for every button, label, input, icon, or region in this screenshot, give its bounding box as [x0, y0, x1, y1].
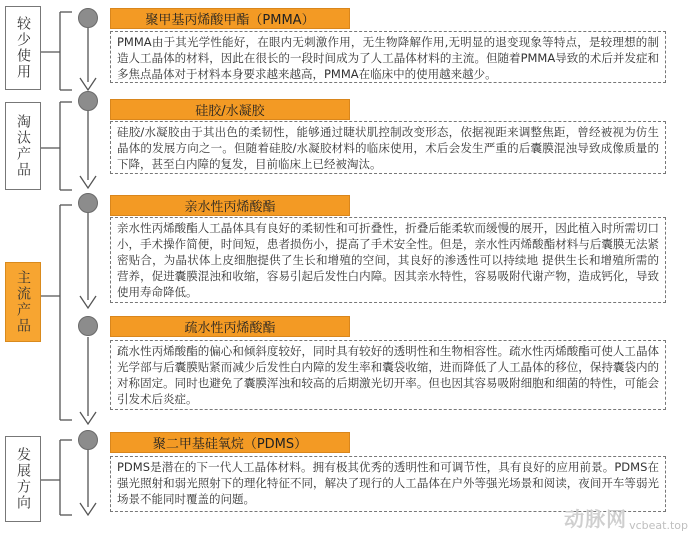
category-future [5, 436, 41, 522]
timeline-node [78, 193, 98, 213]
timeline-node [78, 316, 98, 336]
item-title-silicone: 硅胶/水凝胶 [110, 99, 350, 120]
category-less-used [5, 6, 41, 90]
category-label: 较少使用 [15, 16, 31, 80]
category-label: 淘汰产品 [15, 114, 31, 178]
item-title-pmma: 聚甲基丙烯酸甲酯（PMMA） [110, 8, 350, 29]
category-label: 主流产品 [15, 270, 31, 334]
item-desc-silicone: 硅胶/水凝胶由于其出色的柔韧性，能够通过睫状肌控制改变形态，依据视距来调整焦距，曾经被视为仿生晶体的发展方向之一。但随着硅胶/水凝胶材料的临床使用，术后会发生严重的后囊膜混浊导致成像质量的下降，甚至白内障的复发，目前临床上已经被淘汰。 [110, 121, 666, 174]
item-title-pdms: 聚二甲基硅氧烷（PDMS） [110, 432, 350, 453]
watermark [564, 503, 688, 532]
timeline-node [78, 8, 98, 28]
timeline-node [78, 430, 98, 450]
category-obsolete [5, 102, 41, 190]
category-mainstream [5, 262, 41, 342]
item-desc-hydrophobic: 疏水性丙烯酸酯的偏心和倾斜度较好，同时具有较好的透明性和生物相容性。疏水性丙烯酸酯可使人工晶体光学部与后囊膜贴紧而减少后发性白内障的发生率和囊袋收缩，进而降低了人工晶体的移位，保持囊袋内的对称固定。同时也避免了囊膜浑浊和较高的后期激光切开率。但也因其容易吸附细胞和细菌的特性，可能会引发术后炎症。 [110, 340, 666, 410]
item-desc-pmma: PMMA由于其光学性能好，在眼内无刺激作用，无生物降解作用,无明显的退变现象等特点，是较理想的制造人工晶体的材料，因此在很长的一段时间成为了人工晶体材料的主流。但随着PMMA导致的术后并发症和多焦点晶体对于材料本身要求越来越高，PMMA在临床中的使用越来越少。 [110, 31, 666, 83]
item-desc-pdms: PDMS是潜在的下一代人工晶体材料。拥有极其优秀的透明性和可调节性，具有良好的应用前景。PDMS在强光照射和弱光照射下的理化特征不同，解决了现行的人工晶体在户外等强光场景和阅读，夜间开车等弱光场景不能同时覆盖的问题。 [110, 456, 666, 512]
watermark-url: vcbeat.top [629, 519, 688, 532]
watermark-logo: 动脉网 [564, 507, 628, 531]
category-label: 发展方向 [15, 447, 31, 511]
item-desc-hydrophilic: 亲水性丙烯酸酯人工晶体具有良好的柔韧性和可折叠性，折叠后能柔软而缓慢的展开，因此植入时所需切口小，手术操作简便，时间短，患者损伤小，提高了手术安全性。但是，亲水性丙烯酸酯材料与后囊膜无法紧密贴合，为晶状体上皮细胞提供了生长和增殖的空间，其良好的渗透性可以持续地 提供生长和增殖所需的营养，促进囊膜混浊和收缩，容易引起后发性白内障。因其亲水特性，容易吸附代谢产物，造成钙化，导致使用寿命降低。 [110, 217, 666, 303]
item-title-hydrophilic: 亲水性丙烯酸酯 [110, 195, 350, 216]
timeline-node [78, 91, 98, 111]
item-title-hydrophobic: 疏水性丙烯酸酯 [110, 316, 350, 337]
